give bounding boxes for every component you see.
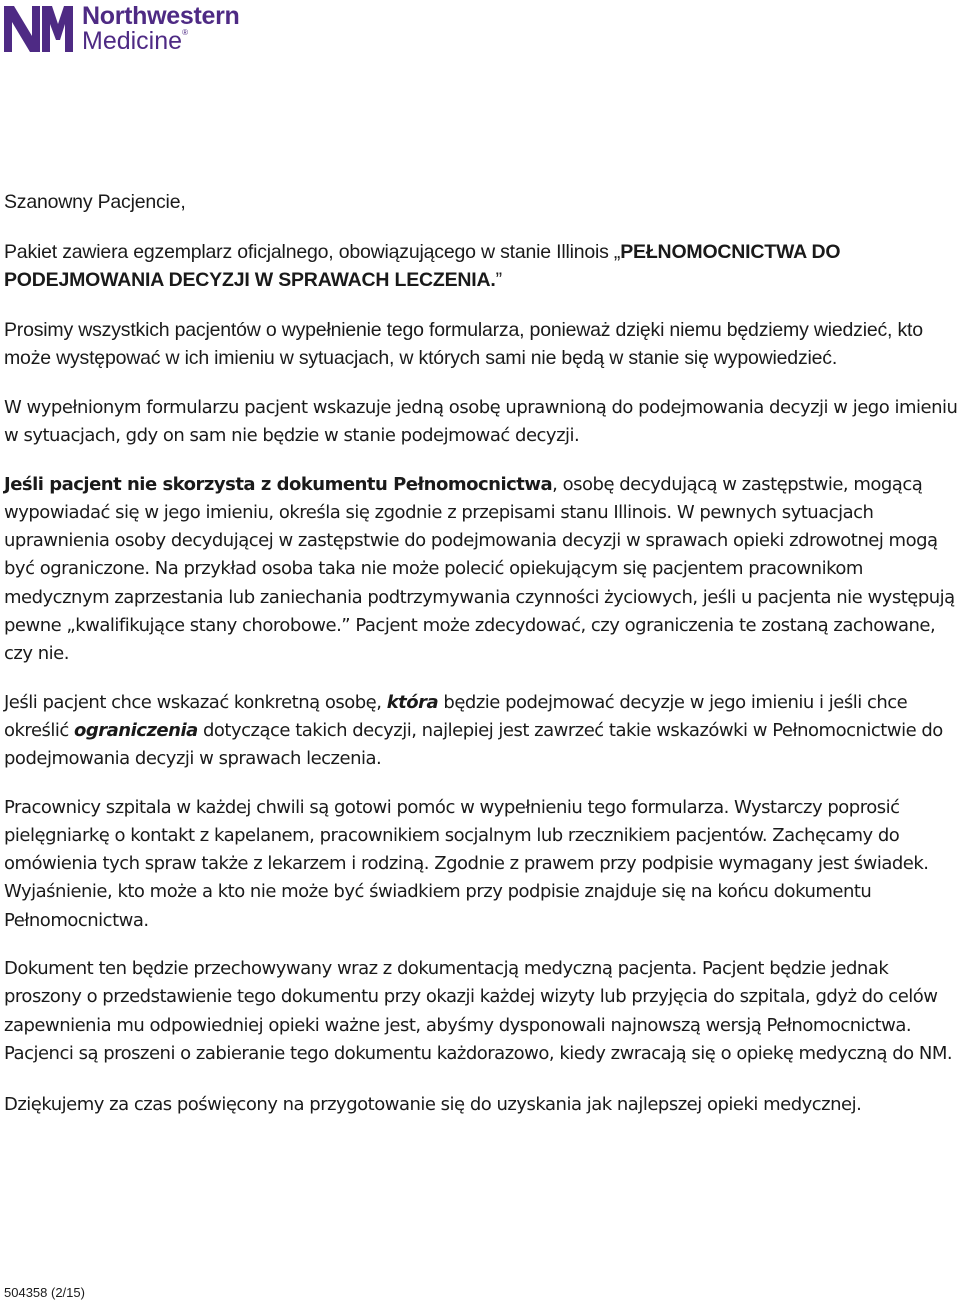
specific-person-text-c: dotyczące takich decyzji, najlepiej jest zawrzeć takie wskazówki w Pełnomocnictwie do podejmowania decyzji w sprawach leczenia. (4, 719, 943, 770)
letter-body (4, 188, 958, 1120)
paragraph-designation: W wypełnionym formularzu pacjent wskazuje jedną osobę uprawnioną do podejmowania decyzji w jego imieniu w sytuacjach, gdy on sam nie będzie w stanie podejmować decyzji. (4, 397, 958, 447)
nm-logo-mark-icon (2, 2, 74, 54)
emphasis-who: która (386, 691, 439, 713)
paragraph-records: Dokument ten będzie przechowywany wraz z dokumentacją medyczną pacjenta. Pacjent będzie jednak proszony o przedstawienie tego dokumentu przy okazji każdej wizyty lub przyjęcia do szpitala, gdyż do celów zapewnienia mu odpowiedniej opieki ważne jest, abyśmy dysponowali najnowszą wersją Pełnomocnictwa. Pacjenci są proszeni o zabieranie tego dokumentu każdorazowo, kiedy zwracają się o opiekę medyczną do NM. (4, 958, 953, 1064)
closing-quote: ” (495, 269, 502, 291)
no-document-text: , osobę decydującą w zastępstwie, mogącą wypowiadać się w jego imieniu, określa się zgodnie z przepisami stanu Illinois. W pewnych sytuacjach uprawnienia osoby decydującej w zastępstwie do podejmowania decyzji w sprawach opieki zdrowotnej mogą być ograniczone. Na przykład osoba taka nie może polecić opiekującym się pacjentem pracownikom medycznym zaprzestania lub zaniechania podtrzymywania czynności życiowych, jeśli u pacjenta nie występują pewne „kwalifikujące stany chorobowe.” Pacjent może zdecydować, czy ograniczenia te zostaną zachowane, czy nie. (4, 473, 955, 665)
no-document-bold: Jeśli pacjent nie skorzysta z dokumentu Pełnomocnictwa (4, 473, 553, 495)
greeting: Szanowny Pacjencie, (4, 191, 186, 213)
form-code: 504358 (2/15) (4, 1285, 85, 1300)
northwestern-medicine-logo (2, 2, 240, 55)
paragraph-request: Prosimy wszystkich pacjentów o wypełnienie tego formularza, ponieważ dzięki niemu będziemy wiedzieć, kto może występować w ich imieniu w sytuacjach, w których sami nie będą w stanie się wypowiedzieć. (4, 319, 923, 369)
paragraph-specific-person (4, 689, 958, 774)
paragraph-no-document (4, 471, 958, 669)
document-title-bold: PEŁNOMOCNICTWA DO PODEJMOWANIA DECYZJI W SPRAWACH LECZENIA. (4, 241, 841, 291)
logo-line-1: Northwestern (82, 2, 240, 30)
emphasis-limitations: ograniczenia (74, 719, 198, 741)
registered-mark-icon: ® (182, 28, 188, 37)
paragraph-intro (4, 238, 958, 294)
logo-line-2 (82, 29, 188, 54)
paragraph-intro-text: Pakiet zawiera egzemplarz oficjalnego, obowiązującego w stanie Illinois „ (4, 241, 621, 263)
paragraph-thanks: Dziękujemy za czas poświęcony na przygotowanie się do uzyskania jak najlepszej opieki medycznej. (4, 1094, 862, 1116)
paragraph-staff-help: Pracownicy szpitala w każdej chwili są gotowi pomóc w wypełnieniu tego formularza. Wystarczy poprosić pielęgniarkę o kontakt z kapelanem, pracownikiem socjalnym lub rzecznikiem pacjentów. Zachęcamy do omówienia tych spraw także z lekarzem i rodziną. Zgodnie z prawem przy podpisie wymagany jest świadek. Wyjaśnienie, kto może a kto nie może być świadkiem przy podpisie znajduje się na końcu dokumentu Pełnomocnictwa. (4, 796, 929, 931)
logo-line-2-text: Medicine (82, 27, 183, 55)
specific-person-text-b: będzie podejmować decyzje w jego imieniu i jeśli chce określić (4, 691, 908, 741)
specific-person-text-a: Jeśli pacjent chce wskazać konkretną osobę, (4, 691, 387, 713)
